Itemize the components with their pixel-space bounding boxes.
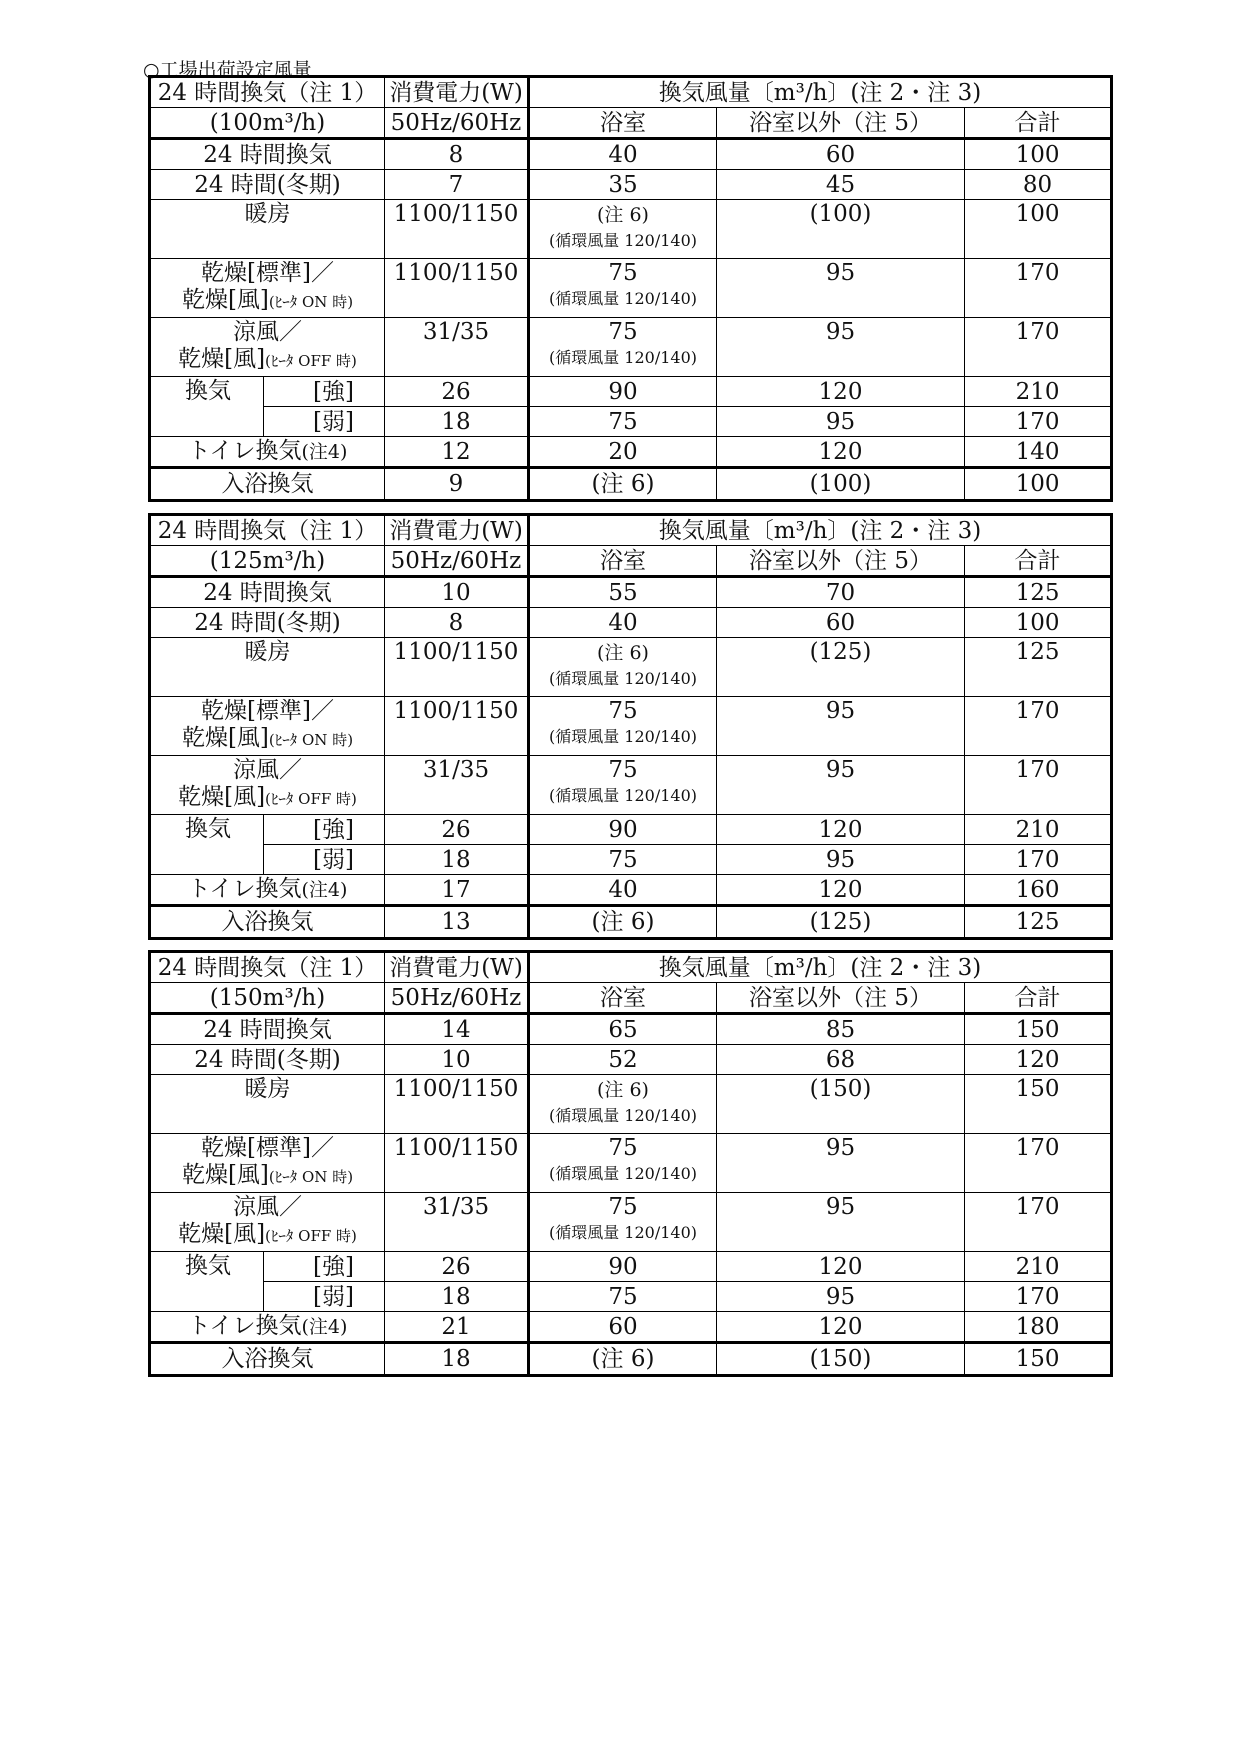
- other-value: (100): [717, 468, 965, 501]
- bath-value: 20: [529, 437, 717, 468]
- heater-on-note: (ﾋｰﾀ ON 時): [268, 293, 354, 311]
- total-value: 170: [965, 1193, 1112, 1252]
- row-label-bathing: 入浴換気: [150, 906, 385, 939]
- bath-value: [529, 318, 717, 377]
- bath-value: [529, 1075, 717, 1134]
- heater-off-note: (ﾋｰﾀ OFF 時): [265, 1227, 357, 1245]
- power-value: 17: [385, 875, 529, 906]
- dry-wind-main: 乾燥[風]: [181, 287, 269, 313]
- ventilation-weak-label: [弱]: [264, 1282, 385, 1312]
- dry-standard-label: 乾燥[標準]／: [201, 1135, 334, 1161]
- header-total: 合計: [965, 546, 1112, 577]
- row-label-toilet: [150, 875, 385, 906]
- power-value: 21: [385, 1312, 529, 1343]
- bath-number: 75: [608, 1135, 638, 1161]
- total-value: 170: [965, 407, 1112, 437]
- total-value: 170: [965, 1282, 1112, 1312]
- row-label-dry-standard: [150, 1134, 385, 1193]
- bath-value: [529, 1193, 717, 1252]
- toilet-label: トイレ換気: [187, 876, 302, 902]
- row-label-cool: [150, 756, 385, 815]
- total-value: 170: [965, 697, 1112, 756]
- power-value: 1100/1150: [385, 200, 529, 259]
- bath-value: 75: [529, 845, 717, 875]
- header-bath: 浴室: [529, 983, 717, 1014]
- heater-on-note: (ﾋｰﾀ ON 時): [268, 731, 354, 749]
- bath-value: [529, 756, 717, 815]
- row-label-cool: [150, 1193, 385, 1252]
- bath-value: 90: [529, 377, 717, 407]
- power-value: 10: [385, 577, 529, 608]
- dry-standard-label: 乾燥[標準]／: [201, 260, 334, 286]
- bath-value: [529, 697, 717, 756]
- airflow-table-1: [148, 75, 1113, 502]
- dry-wind-label: [151, 1221, 384, 1250]
- other-value: 95: [717, 1193, 965, 1252]
- circulation-note: (循環風量 120/140): [548, 727, 698, 746]
- ventilation-strong-label: [強]: [264, 1252, 385, 1282]
- row-label-ventilation: 換気: [150, 377, 264, 437]
- bath-number: 75: [608, 260, 638, 286]
- other-value: 85: [717, 1014, 965, 1045]
- circulation-note: (循環風量 120/140): [548, 1164, 698, 1183]
- total-value: 210: [965, 815, 1112, 845]
- total-value: 100: [965, 139, 1112, 170]
- bath-value: 90: [529, 815, 717, 845]
- bath-value: (注 6): [529, 1343, 717, 1376]
- row-label: 24 時間換気: [150, 577, 385, 608]
- heater-on-note: (ﾋｰﾀ ON 時): [268, 1168, 354, 1186]
- row-label-dry-standard: [150, 259, 385, 318]
- total-value: 100: [965, 608, 1112, 638]
- toilet-note: (注4): [301, 879, 348, 901]
- bath-value: [529, 200, 717, 259]
- bath-value: 75: [529, 1282, 717, 1312]
- total-value: 125: [965, 638, 1112, 697]
- header-airflow-label: 換気風量〔m³/h〕(注 2・注 3): [529, 952, 1112, 983]
- other-value: 95: [717, 1282, 965, 1312]
- power-value: 12: [385, 437, 529, 468]
- power-value: 8: [385, 139, 529, 170]
- other-value: 120: [717, 815, 965, 845]
- bath-number: 75: [608, 319, 638, 345]
- header-title: 24 時間換気（注 1）: [150, 952, 385, 983]
- header-title: 24 時間換気（注 1）: [150, 77, 385, 108]
- total-value: 125: [965, 906, 1112, 939]
- airflow-table-3: [148, 950, 1113, 1377]
- circulation-note: (循環風量 120/140): [548, 669, 698, 688]
- header-bath: 浴室: [529, 546, 717, 577]
- row-label-heater: 暖房: [150, 1075, 385, 1134]
- other-value: 95: [717, 1134, 965, 1193]
- power-value: 1100/1150: [385, 1134, 529, 1193]
- ventilation-weak-label: [弱]: [264, 407, 385, 437]
- row-label-heater: 暖房: [150, 200, 385, 259]
- power-value: 18: [385, 1343, 529, 1376]
- total-value: 180: [965, 1312, 1112, 1343]
- circulation-note: (循環風量 120/140): [548, 231, 698, 250]
- total-value: 100: [965, 200, 1112, 259]
- power-value: 31/35: [385, 756, 529, 815]
- total-value: 120: [965, 1045, 1112, 1075]
- cool-label: 涼風／: [233, 319, 302, 345]
- row-label: 24 時間(冬期): [150, 608, 385, 638]
- power-value: 26: [385, 377, 529, 407]
- row-label-bathing: 入浴換気: [150, 1343, 385, 1376]
- page-heading: ○工場出荷設定風量: [143, 59, 312, 81]
- circulation-note: (循環風量 120/140): [548, 786, 698, 805]
- header-total: 合計: [965, 108, 1112, 139]
- bath-value: 40: [529, 875, 717, 906]
- other-value: 45: [717, 170, 965, 200]
- row-label: 24 時間(冬期): [150, 170, 385, 200]
- cool-label: 涼風／: [233, 757, 302, 783]
- heater-off-note: (ﾋｰﾀ OFF 時): [265, 790, 357, 808]
- bath-number: 75: [608, 757, 638, 783]
- bath-value: 55: [529, 577, 717, 608]
- header-capacity: (100m³/h): [150, 108, 385, 139]
- toilet-label: トイレ換気: [187, 438, 302, 464]
- header-other: 浴室以外（注 5）: [717, 108, 965, 139]
- total-value: 150: [965, 1014, 1112, 1045]
- ventilation-weak-label: [弱]: [264, 845, 385, 875]
- header-power-label: 消費電力(W): [385, 952, 529, 983]
- other-value: (125): [717, 638, 965, 697]
- other-value: (100): [717, 200, 965, 259]
- other-value: (125): [717, 906, 965, 939]
- other-value: 95: [717, 845, 965, 875]
- total-value: 140: [965, 437, 1112, 468]
- other-value: 60: [717, 608, 965, 638]
- other-value: 95: [717, 259, 965, 318]
- header-capacity: (125m³/h): [150, 546, 385, 577]
- other-value: 95: [717, 318, 965, 377]
- bath-value: 65: [529, 1014, 717, 1045]
- toilet-note: (注4): [301, 1316, 348, 1338]
- power-value: 26: [385, 1252, 529, 1282]
- cool-label: 涼風／: [233, 1194, 302, 1220]
- bath-value: 40: [529, 608, 717, 638]
- row-label-cool: [150, 318, 385, 377]
- toilet-note: (注4): [301, 441, 348, 463]
- header-frequency: 50Hz/60Hz: [385, 983, 529, 1014]
- power-value: 26: [385, 815, 529, 845]
- dry-wind-main: 乾燥[風]: [178, 346, 266, 372]
- bath-value: 40: [529, 139, 717, 170]
- bath-value: (注 6): [529, 906, 717, 939]
- header-airflow-label: 換気風量〔m³/h〕(注 2・注 3): [529, 515, 1112, 546]
- row-label: 24 時間(冬期): [150, 1045, 385, 1075]
- power-value: 18: [385, 1282, 529, 1312]
- bath-value: 90: [529, 1252, 717, 1282]
- total-value: 125: [965, 577, 1112, 608]
- other-value: 68: [717, 1045, 965, 1075]
- total-value: 170: [965, 259, 1112, 318]
- total-value: 150: [965, 1343, 1112, 1376]
- total-value: 150: [965, 1075, 1112, 1134]
- circulation-note: (循環風量 120/140): [548, 1223, 698, 1242]
- toilet-label: トイレ換気: [187, 1313, 302, 1339]
- total-value: 170: [965, 756, 1112, 815]
- power-value: 8: [385, 608, 529, 638]
- total-value: 170: [965, 845, 1112, 875]
- dry-wind-main: 乾燥[風]: [181, 725, 269, 751]
- total-value: 100: [965, 468, 1112, 501]
- power-value: 1100/1150: [385, 697, 529, 756]
- header-airflow-label: 換気風量〔m³/h〕(注 2・注 3): [529, 77, 1112, 108]
- circulation-note: (循環風量 120/140): [548, 289, 698, 308]
- ventilation-strong-label: [強]: [264, 815, 385, 845]
- bath-value: 35: [529, 170, 717, 200]
- power-value: 7: [385, 170, 529, 200]
- row-label: 24 時間換気: [150, 139, 385, 170]
- dry-wind-label: [151, 287, 384, 316]
- bath-value: 60: [529, 1312, 717, 1343]
- bath-value: 52: [529, 1045, 717, 1075]
- other-value: 95: [717, 407, 965, 437]
- ventilation-strong-label: [強]: [264, 377, 385, 407]
- power-value: 13: [385, 906, 529, 939]
- header-power-label: 消費電力(W): [385, 515, 529, 546]
- power-value: 1100/1150: [385, 638, 529, 697]
- header-total: 合計: [965, 983, 1112, 1014]
- dry-wind-main: 乾燥[風]: [178, 784, 266, 810]
- heater-off-note: (ﾋｰﾀ OFF 時): [265, 352, 357, 370]
- other-value: 95: [717, 756, 965, 815]
- dry-wind-label: [151, 346, 384, 375]
- bath-note: (注 6): [597, 1079, 649, 1101]
- other-value: (150): [717, 1343, 965, 1376]
- circulation-note: (循環風量 120/140): [548, 348, 698, 367]
- row-label-bathing: 入浴換気: [150, 468, 385, 501]
- dry-standard-label: 乾燥[標準]／: [201, 698, 334, 724]
- total-value: 170: [965, 318, 1112, 377]
- total-value: 80: [965, 170, 1112, 200]
- dry-wind-label: [151, 725, 384, 754]
- bath-number: 75: [608, 1194, 638, 1220]
- bath-value: [529, 1134, 717, 1193]
- other-value: 70: [717, 577, 965, 608]
- power-value: 18: [385, 845, 529, 875]
- other-value: 95: [717, 697, 965, 756]
- power-value: 1100/1150: [385, 259, 529, 318]
- other-value: 60: [717, 139, 965, 170]
- dry-wind-label: [151, 784, 384, 813]
- row-label-heater: 暖房: [150, 638, 385, 697]
- total-value: 210: [965, 1252, 1112, 1282]
- bath-note: (注 6): [597, 204, 649, 226]
- header-power-label: 消費電力(W): [385, 77, 529, 108]
- row-label-toilet: [150, 1312, 385, 1343]
- power-value: 9: [385, 468, 529, 501]
- power-value: 31/35: [385, 318, 529, 377]
- header-capacity: (150m³/h): [150, 983, 385, 1014]
- airflow-table-2: [148, 513, 1113, 940]
- bath-value: 75: [529, 407, 717, 437]
- row-label-toilet: [150, 437, 385, 468]
- header-title: 24 時間換気（注 1）: [150, 515, 385, 546]
- other-value: 120: [717, 875, 965, 906]
- header-frequency: 50Hz/60Hz: [385, 546, 529, 577]
- other-value: 120: [717, 1312, 965, 1343]
- circulation-note: (循環風量 120/140): [548, 1106, 698, 1125]
- row-label-ventilation: 換気: [150, 815, 264, 875]
- total-value: 210: [965, 377, 1112, 407]
- header-bath: 浴室: [529, 108, 717, 139]
- bath-value: [529, 638, 717, 697]
- total-value: 160: [965, 875, 1112, 906]
- header-other: 浴室以外（注 5）: [717, 546, 965, 577]
- dry-wind-main: 乾燥[風]: [181, 1162, 269, 1188]
- dry-wind-label: [151, 1162, 384, 1191]
- bath-note: (注 6): [597, 642, 649, 664]
- other-value: 120: [717, 1252, 965, 1282]
- other-value: 120: [717, 377, 965, 407]
- power-value: 31/35: [385, 1193, 529, 1252]
- header-other: 浴室以外（注 5）: [717, 983, 965, 1014]
- row-label-ventilation: 換気: [150, 1252, 264, 1312]
- bath-value: (注 6): [529, 468, 717, 501]
- row-label: 24 時間換気: [150, 1014, 385, 1045]
- power-value: 18: [385, 407, 529, 437]
- header-frequency: 50Hz/60Hz: [385, 108, 529, 139]
- total-value: 170: [965, 1134, 1112, 1193]
- power-value: 1100/1150: [385, 1075, 529, 1134]
- bath-number: 75: [608, 698, 638, 724]
- other-value: 120: [717, 437, 965, 468]
- dry-wind-main: 乾燥[風]: [178, 1221, 266, 1247]
- power-value: 14: [385, 1014, 529, 1045]
- power-value: 10: [385, 1045, 529, 1075]
- row-label-dry-standard: [150, 697, 385, 756]
- bath-value: [529, 259, 717, 318]
- other-value: (150): [717, 1075, 965, 1134]
